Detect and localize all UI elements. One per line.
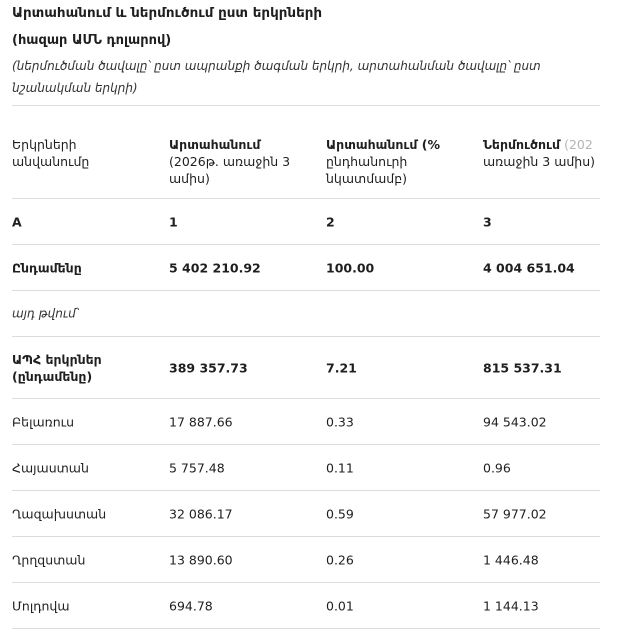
column-header-row bbox=[12, 106, 600, 199]
method-note: (ներմուծման ծավալը՝ ըստ ապրանքի ծագման երկրի, արտահանման ծավալը՝ ըստ նշանակման երկրի) bbox=[12, 59, 541, 95]
cis-label-line2: (ընդամենը) bbox=[12, 368, 93, 384]
col-header-share-line3: նկատմամբ) bbox=[326, 171, 408, 186]
share-value: 0.26 bbox=[326, 552, 354, 567]
col-header-export bbox=[169, 136, 319, 187]
total-import: 4 004 651.04 bbox=[483, 260, 575, 275]
country-name: Մոլդովա bbox=[12, 598, 70, 613]
cis-share: 7.21 bbox=[326, 360, 357, 375]
export-value: 694.78 bbox=[169, 598, 213, 613]
including-label: այդ թվում՝ bbox=[12, 306, 79, 320]
export-value: 32 086.17 bbox=[169, 506, 233, 521]
cis-export: 389 357.73 bbox=[169, 360, 248, 375]
country-name: Հայաստան bbox=[12, 460, 89, 475]
scroll-clip-edge bbox=[600, 106, 636, 627]
col-header-export-line2: (2026թ. առաջին 3 bbox=[169, 154, 291, 169]
import-value: 57 977.02 bbox=[483, 506, 547, 521]
table-row bbox=[12, 537, 600, 583]
col-header-export-title: Արտահանում bbox=[169, 137, 261, 152]
units-subtitle: (հազար ԱՄՆ դոլարով) bbox=[12, 33, 172, 48]
export-value: 5 757.48 bbox=[169, 460, 225, 475]
col-header-export-line3: ամիս) bbox=[169, 171, 210, 186]
col-header-import-title: Ներմուծում bbox=[483, 137, 561, 152]
col-header-country-line2: անվանումը bbox=[12, 154, 90, 169]
table-row bbox=[12, 491, 600, 537]
index-cell-1: 1 bbox=[169, 214, 178, 229]
import-value: 1 446.48 bbox=[483, 552, 539, 567]
col-header-import-line2: առաջին 3 ամիս) bbox=[483, 154, 596, 169]
share-value: 0.33 bbox=[326, 414, 354, 429]
share-value: 0.01 bbox=[326, 598, 354, 613]
page-title: Արտահանում և ներմուծում ըստ երկրների bbox=[12, 5, 323, 21]
trade-table bbox=[12, 106, 600, 629]
share-value: 0.59 bbox=[326, 506, 354, 521]
country-name: Բելառուս bbox=[12, 414, 75, 429]
share-value: 0.11 bbox=[326, 460, 354, 475]
cis-label bbox=[12, 351, 162, 385]
import-value: 94 543.02 bbox=[483, 414, 547, 429]
table-row bbox=[12, 399, 600, 445]
total-export: 5 402 210.92 bbox=[169, 260, 261, 275]
index-cell-2: 2 bbox=[326, 214, 335, 229]
import-value: 0.96 bbox=[483, 460, 511, 475]
total-row bbox=[12, 245, 600, 291]
cis-total-row bbox=[12, 337, 600, 399]
country-name: Ղրղզստան bbox=[12, 552, 86, 567]
index-row bbox=[12, 199, 600, 245]
export-value: 17 887.66 bbox=[169, 414, 233, 429]
table-row bbox=[12, 445, 600, 491]
col-header-share-line2: ընդհանուրի bbox=[326, 154, 408, 169]
cis-label-line1: ԱՊՀ երկրներ bbox=[12, 351, 102, 367]
col-header-share-title: Արտահանում (% bbox=[326, 137, 441, 152]
total-share: 100.00 bbox=[326, 260, 375, 275]
col-header-import-fade: (202 bbox=[564, 137, 593, 152]
col-header-country-line1: Երկրների bbox=[12, 137, 77, 152]
including-row bbox=[12, 291, 600, 337]
index-cell-a: A bbox=[12, 214, 22, 229]
total-label: Ընդամենը bbox=[12, 260, 82, 275]
index-cell-3: 3 bbox=[483, 214, 492, 229]
cis-import: 815 537.31 bbox=[483, 360, 562, 375]
col-header-export-share bbox=[326, 136, 476, 187]
export-value: 13 890.60 bbox=[169, 552, 233, 567]
table-row bbox=[12, 583, 600, 629]
country-name: Ղազախստան bbox=[12, 506, 107, 521]
import-value: 1 144.13 bbox=[483, 598, 539, 613]
col-header-country bbox=[12, 136, 162, 170]
